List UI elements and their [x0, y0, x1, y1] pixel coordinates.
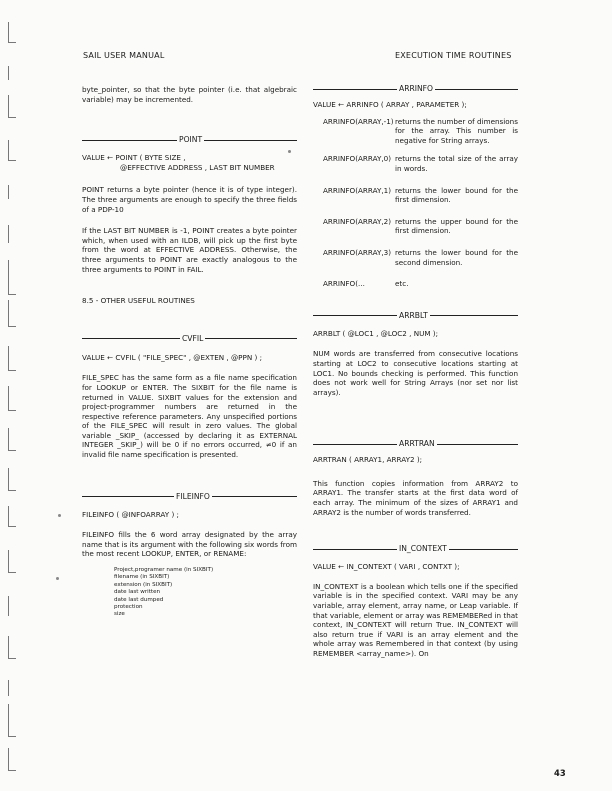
list-item: date last written [114, 589, 161, 596]
arrblt-paragraph: NUM words are transferred from consecutive locations starting at LOC2 to consecutive locations starting at LOC1. No bounds checking is performed. This function does not work well for String Arrays (nor set nor list arrays). [313, 349, 518, 397]
cvfil-syntax: VALUE ← CVFIL ( "FILE_SPEC" , @EXTEN , @PPN ) ; [82, 352, 263, 362]
section-rule-in-context [313, 544, 518, 554]
arrinfo-desc: etc. [395, 279, 409, 289]
arrinfo-desc: returns the total size of the array in words. [395, 154, 518, 173]
section-heading: 8.5 - OTHER USEFUL ROUTINES [82, 296, 195, 306]
arrtran-paragraph: This function copies information from ARRAY2 to ARRAY1. The transfer starts at the first data word of each array. The minimum of the sizes of ARRAY1 and ARRAY2 is the number of words transferred. [313, 478, 518, 517]
point-paragraph-2: If the LAST BIT NUMBER is -1, POINT creates a byte pointer which, when used with an ILDB, will pick up the first byte from the word at EFFECTIVE ADDRESS. Otherwise, the three arguments to POINT are exactly analogous to the three arguments to POINT in FAIL. [82, 226, 297, 274]
section-rule-arrinfo [313, 84, 518, 94]
page-number: 43 [554, 768, 566, 778]
arrinfo-row [323, 279, 518, 289]
arrtran-syntax: ARRTRAN ( ARRAY1, ARRAY2 ); [313, 455, 423, 465]
list-item: protection [114, 604, 143, 611]
section-rule-arrtran [313, 439, 518, 449]
section-rule-arrblt [313, 311, 518, 321]
in-context-syntax: VALUE ← IN_CONTEXT ( VARI , CONTXT ); [313, 562, 460, 572]
right-column [313, 84, 518, 659]
point-paragraph-1: POINT returns a byte pointer (hence it is of type integer). The three arguments are enough to specify the three fields of a PDP-10 [82, 185, 297, 214]
arrinfo-desc: returns the lower bound for the first dimension. [395, 185, 518, 205]
arrinfo-desc: returns the upper bound for the first dimension. [395, 216, 518, 236]
arrinfo-row [323, 117, 518, 146]
in-context-title: IN_CONTEXT [399, 544, 447, 554]
arrinfo-title: ARRINFO [399, 84, 434, 93]
section-rule-point [82, 135, 297, 145]
point-title: POINT [179, 135, 203, 145]
arrinfo-call: ARRINFO(ARRAY,0) [323, 154, 392, 164]
intro-paragraph: byte_pointer, so that the byte pointer (i.e. that algebraic variable) may be incremented. [82, 85, 297, 104]
fileinfo-paragraph: FILEINFO fills the 6 word array designated by the array name that is its argument with the following six words from the most recent LOOKUP, ENTER, or RENAME: [82, 530, 297, 559]
arrinfo-call: ARRINFO(ARRAY,-1) [323, 116, 394, 126]
arrblt-title: ARRBLT [399, 310, 428, 320]
cvfil-paragraph: FILE_SPEC has the same form as a file name specification for LOOKUP or ENTER. The SIXBIT for the file name is returned in VALUE. SIXBIT values for the extension and project-programmer numbers are returned in the respective reference parameters. Any unspecified portions of the FILE_SPEC will result in zero values. The global variable _SKIP_ (accessed by declaring it as EXTERNAL INTEGER _SKIP_) will be 0 if no errors occurred, ≠0 if an invalid file name specification is presented. [82, 373, 297, 460]
point-syntax-2: @EFFECTIVE ADDRESS , LAST BIT NUMBER [120, 162, 275, 172]
in-context-paragraph: IN_CONTEXT is a boolean which tells one if the specified variable is in the specified context. VARI may be any variable, array element, array name, or Leap variable. If that variable, element or array was REMEMBERed in that context, IN_CONTEXT will return True. IN_CONTEXT will also return true if VARI is an array element and the whole array was Remembered in that context (by using REMEMBER <array_name>). On [313, 581, 518, 658]
arrinfo-row [323, 217, 518, 236]
fileinfo-list [82, 567, 297, 619]
arrinfo-row [323, 248, 518, 267]
arrinfo-row [323, 186, 518, 205]
cvfil-title: CVFIL [182, 333, 204, 343]
arrinfo-table [313, 117, 518, 289]
arrinfo-syntax: VALUE ← ARRINFO ( ARRAY , PARAMETER ); [313, 100, 467, 109]
list-item: size [114, 611, 125, 618]
list-item: extension (in SIXBIT) [114, 581, 173, 588]
arrinfo-call: ARRINFO(ARRAY,2) [323, 216, 392, 226]
list-item: date last dumped [114, 596, 164, 603]
arrinfo-call: ARRINFO(ARRAY,3) [323, 247, 392, 257]
running-header-left: SAIL USER MANUAL [83, 51, 165, 60]
arrtran-title: ARRTRAN [399, 439, 435, 449]
fileinfo-title: FILEINFO [176, 491, 210, 501]
list-item: filename (in SIXBIT) [114, 574, 170, 581]
fileinfo-syntax: FILEINFO ( @INFOARRAY ) ; [82, 509, 179, 519]
arrinfo-call: ARRINFO(ARRAY,1) [323, 185, 392, 195]
arrinfo-desc: returns the number of dimensions for the array. This number is negative for String arrays. [395, 116, 518, 145]
left-column [82, 85, 297, 619]
arrinfo-desc: returns the lower bound for the second dimension. [395, 247, 518, 267]
section-rule-fileinfo [82, 492, 297, 502]
point-syntax-1: VALUE ← POINT ( BYTE SIZE , [82, 153, 186, 163]
arrinfo-call: ARRINFO(... [323, 279, 365, 289]
section-rule-cvfil [82, 334, 297, 344]
running-header-right: EXECUTION TIME ROUTINES [395, 51, 512, 60]
list-item: Project,programer name (in SIXBIT) [114, 567, 214, 574]
arrblt-syntax: ARRBLT ( @LOC1 , @LOC2 , NUM ); [313, 328, 439, 338]
arrinfo-row [323, 154, 518, 173]
